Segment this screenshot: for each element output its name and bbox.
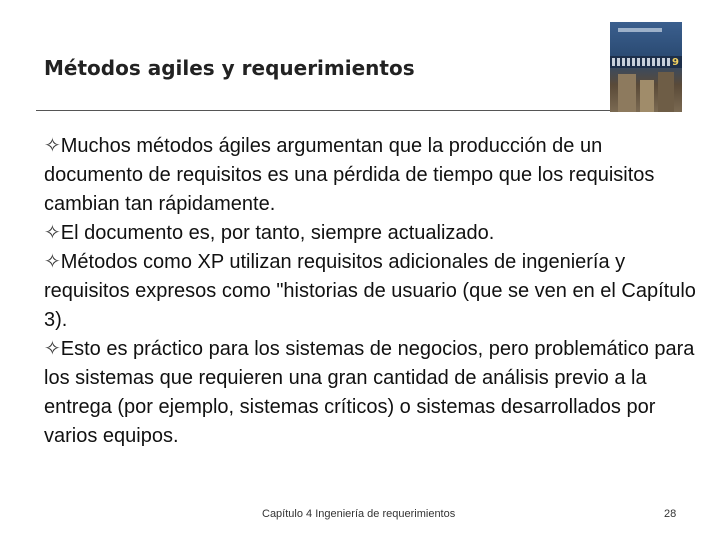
bullet-item xyxy=(44,219,704,248)
bullet-item xyxy=(44,132,704,219)
title-divider xyxy=(36,110,614,111)
slide-title: Métodos agiles y requerimientos xyxy=(44,56,415,80)
cover-building xyxy=(618,74,636,112)
bullet-star-icon: ✧ xyxy=(44,251,61,273)
bullet-star-icon: ✧ xyxy=(44,222,61,244)
slide-footer: Capítulo 4 Ingeniería de requerimientos xyxy=(262,508,456,520)
book-cover-image xyxy=(610,22,682,112)
bullet-item xyxy=(44,248,704,335)
bullet-star-icon: ✧ xyxy=(44,338,61,360)
bullet-text: Muchos métodos ágiles argumentan que la producción de un documento de requisitos es una pérdida de tiempo que los requisitos cambian tan rápidamente. xyxy=(44,135,655,215)
cover-building xyxy=(658,72,674,112)
bullet-text: Esto es práctico para los sistemas de negocios, pero problemático para los sistemas que requieren una gran cantidad de análisis previo a la entrega (por ejemplo, sistemas críticos) o sistemas desarrollados por varios equipos. xyxy=(44,338,695,447)
cover-building xyxy=(640,80,654,112)
cover-top-strip xyxy=(618,28,662,32)
slide-body xyxy=(44,132,704,451)
bullet-star-icon: ✧ xyxy=(44,135,61,157)
page-number: 28 xyxy=(664,508,677,520)
cover-edition-number: 9 xyxy=(672,57,679,68)
bullet-text: Métodos como XP utilizan requisitos adicionales de ingeniería y requisitos expresos como "historias de usuario (que se ven en el Capítulo 3). xyxy=(44,251,696,331)
bullet-item xyxy=(44,335,704,451)
bullet-text: El documento es, por tanto, siempre actualizado. xyxy=(60,222,495,244)
cover-title-text xyxy=(612,58,672,66)
